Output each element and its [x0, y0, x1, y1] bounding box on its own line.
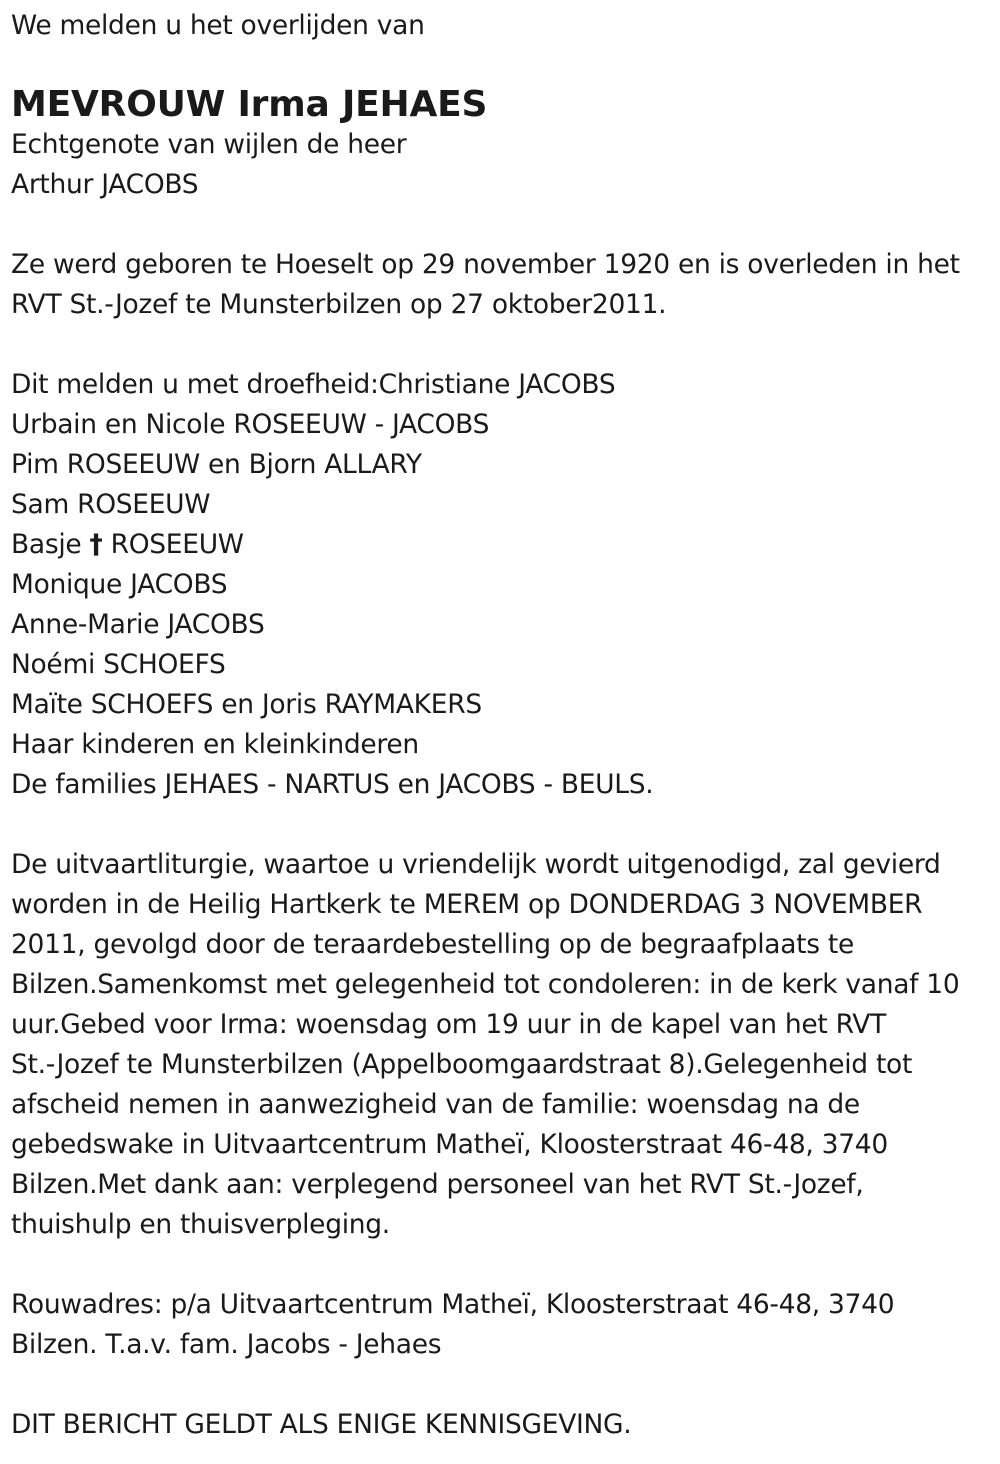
spacer — [11, 805, 986, 845]
mourner-last-name: ROSEEUW — [110, 529, 244, 560]
mourner-line: Urbain en Nicole ROSEEUW - JACOBS — [11, 409, 490, 440]
spacer — [11, 325, 986, 365]
funeral-line: Bilzen.Samenkomst met gelegenheid tot condoleren: in de kerk vanaf 10 — [11, 969, 960, 1000]
deceased-name: MEVROUW Irma JEHAES — [11, 84, 488, 125]
funeral-line: worden in de Heilig Hartkerk te MEREM op DONDERDAG 3 NOVEMBER — [11, 889, 923, 920]
mourner-line: Pim ROSEEUW en Bjorn ALLARY — [11, 449, 422, 480]
address-line: Rouwadres: p/a Uitvaartcentrum Matheï, Kloosterstraat 46-48, 3740 — [11, 1289, 895, 1320]
mourner-line: Monique JACOBS — [11, 569, 228, 600]
mourner-line: Sam ROSEEUW — [11, 489, 211, 520]
mourner-line: Maïte SCHOEFS en Joris RAYMAKERS — [11, 689, 482, 720]
birth-death-line: Ze werd geboren te Hoeselt op 29 november 1920 en is overleden in het — [11, 249, 960, 280]
funeral-line: De uitvaartliturgie, waartoe u vriendelijk wordt uitgenodigd, zal gevierd — [11, 849, 941, 880]
spouse-line-1: Echtgenote van wijlen de heer — [11, 129, 407, 160]
mourner-line: Anne-Marie JACOBS — [11, 609, 265, 640]
closing-statement: DIT BERICHT GELDT ALS ENIGE KENNISGEVING. — [11, 1409, 632, 1440]
mourner-line: De families JEHAES - NARTUS en JACOBS - BEULS. — [11, 769, 654, 800]
funeral-line: gebedswake in Uitvaartcentrum Matheï, Kloosterstraat 46-48, 3740 — [11, 1129, 888, 1160]
funeral-line: afscheid nemen in aanwezigheid van de familie: woensdag na de — [11, 1089, 860, 1120]
funeral-line: Bilzen.Met dank aan: verplegend personeel van het RVT St.-Jozef, — [11, 1169, 864, 1200]
spacer — [11, 1365, 986, 1405]
mourner-first-name: Basje — [11, 529, 82, 560]
spouse-line-2: Arthur JACOBS — [11, 169, 199, 200]
birth-death-line: RVT St.-Jozef te Munsterbilzen op 27 oktober2011. — [11, 289, 667, 320]
spacer — [11, 205, 986, 245]
mourner-line-basje — [11, 525, 986, 565]
funeral-line: uur.Gebed voor Irma: woensdag om 19 uur in de kapel van het RVT — [11, 1009, 886, 1040]
funeral-line: St.-Jozef te Munsterbilzen (Appelboomgaardstraat 8).Gelegenheid tot — [11, 1049, 913, 1080]
mourners-intro: Dit melden u met droefheid:Christiane JACOBS — [11, 369, 616, 400]
spacer — [11, 1245, 986, 1285]
funeral-line: thuishulp en thuisverpleging. — [11, 1209, 390, 1240]
address-line: Bilzen. T.a.v. fam. Jacobs - Jehaes — [11, 1329, 442, 1360]
cross-icon: † — [89, 529, 103, 560]
funeral-line: 2011, gevolgd door de teraardebestelling op de begraafplaats te — [11, 929, 854, 960]
mourner-line: Noémi SCHOEFS — [11, 649, 226, 680]
mourner-line: Haar kinderen en kleinkinderen — [11, 729, 419, 760]
death-notice — [11, 6, 986, 1445]
intro-text: We melden u het overlijden van — [11, 10, 425, 41]
